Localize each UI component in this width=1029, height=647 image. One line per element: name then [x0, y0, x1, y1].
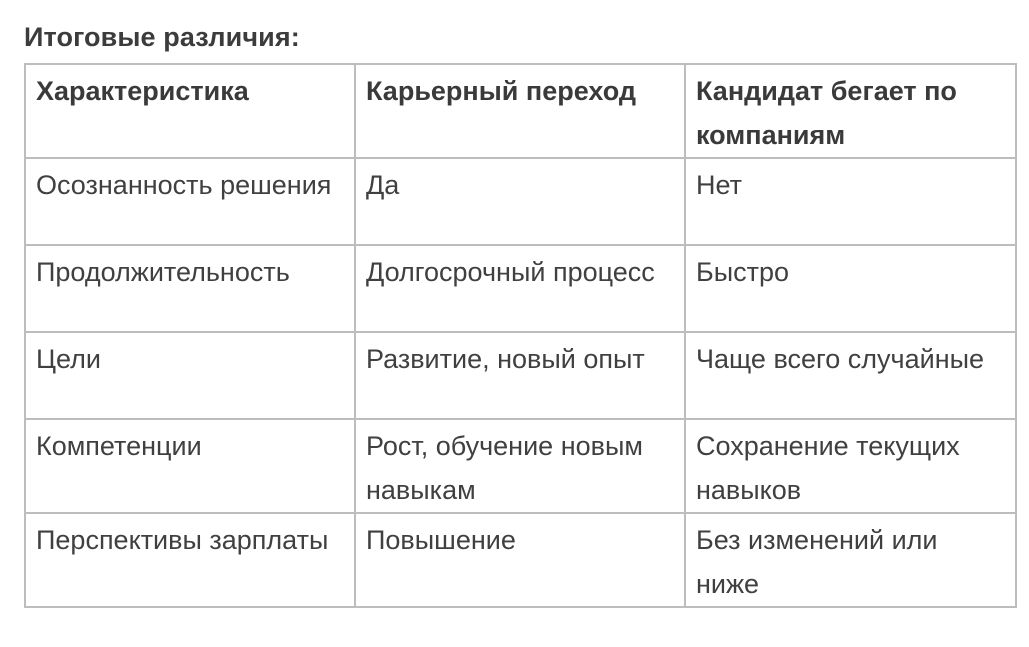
table-header-row — [25, 64, 1016, 158]
cell-career-transition: Долгосрочный процесс — [355, 245, 685, 332]
column-header-career-transition: Карьерный переход — [355, 64, 685, 158]
cell-job-hopper: Сохранение текущих навыков — [685, 419, 1016, 513]
cell-characteristic: Компетенции — [25, 419, 355, 513]
column-header-job-hopper: Кандидат бегает по компаниям — [685, 64, 1016, 158]
table-row — [25, 419, 1016, 513]
table-row — [25, 513, 1016, 607]
cell-characteristic: Цели — [25, 332, 355, 419]
cell-career-transition: Да — [355, 158, 685, 245]
cell-job-hopper: Быстро — [685, 245, 1016, 332]
page-title: Итоговые различия: — [24, 22, 300, 52]
table-row — [25, 245, 1016, 332]
cell-characteristic: Перспективы зарплаты — [25, 513, 355, 607]
cell-job-hopper: Нет — [685, 158, 1016, 245]
comparison-table — [24, 63, 1017, 608]
cell-characteristic: Осознанность решения — [25, 158, 355, 245]
cell-job-hopper: Чаще всего случайные — [685, 332, 1016, 419]
cell-career-transition: Рост, обучение новым навыкам — [355, 419, 685, 513]
column-header-characteristic: Характеристика — [25, 64, 355, 158]
cell-career-transition: Развитие, новый опыт — [355, 332, 685, 419]
table-row — [25, 158, 1016, 245]
cell-characteristic: Продолжительность — [25, 245, 355, 332]
cell-job-hopper: Без изменений или ниже — [685, 513, 1016, 607]
table-row — [25, 332, 1016, 419]
cell-career-transition: Повышение — [355, 513, 685, 607]
